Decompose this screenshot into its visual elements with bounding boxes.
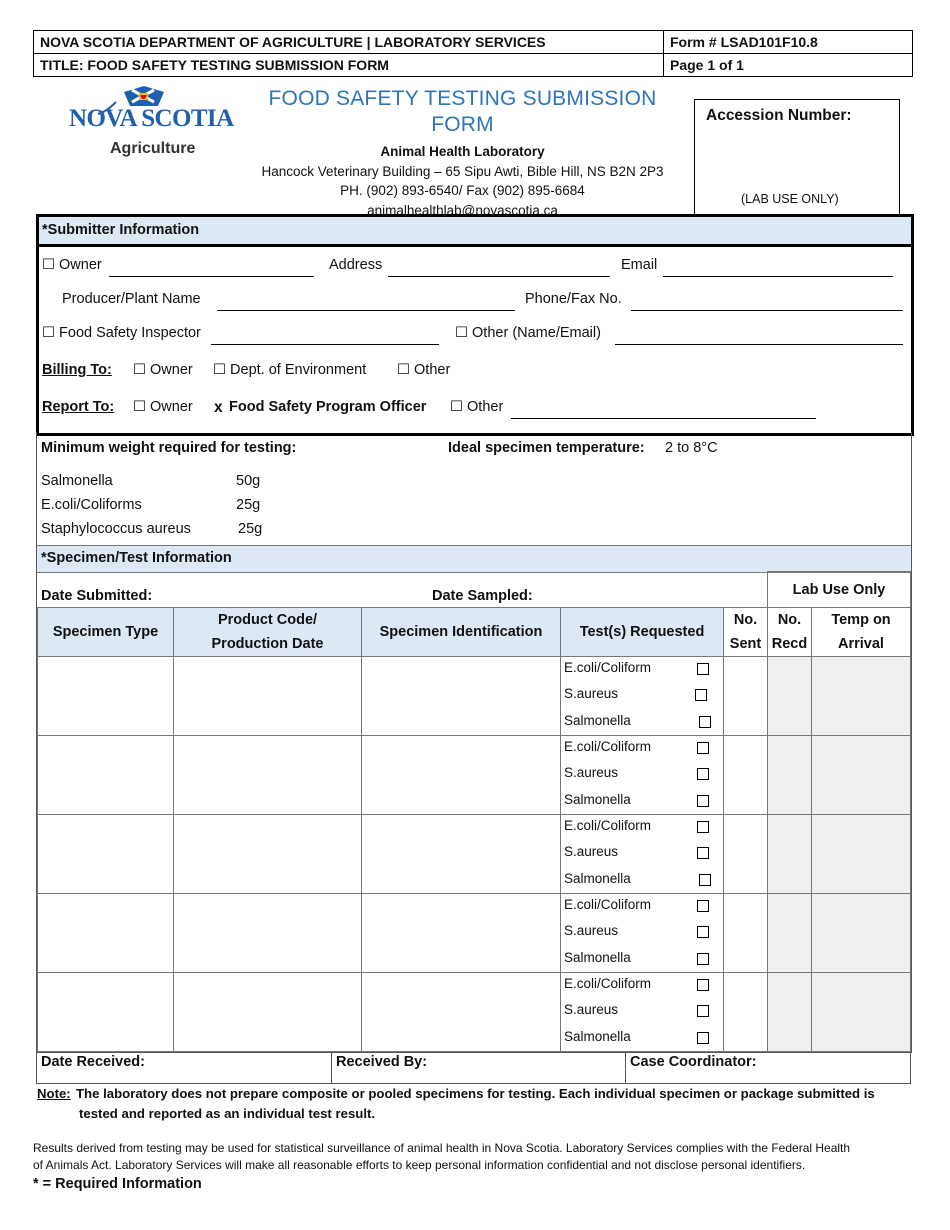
- cell-no-recd[interactable]: [767, 814, 812, 894]
- date-sampled-label: Date Sampled:: [432, 588, 533, 604]
- note-label: Note:: [37, 1086, 71, 1101]
- cell-product-code[interactable]: [173, 656, 362, 736]
- billing-label: Billing To:: [42, 362, 112, 378]
- test-checkbox[interactable]: [697, 821, 709, 833]
- form-header-table: [33, 30, 913, 77]
- inspector-checkbox[interactable]: ☐ Food Safety Inspector: [42, 325, 201, 341]
- col-temp-arrival-line2: Arrival: [838, 636, 884, 652]
- cell-specimen-type[interactable]: [37, 656, 174, 736]
- col-product-code-line1: Product Code/: [217, 612, 318, 628]
- lab-use-only-text: Lab Use Only: [792, 581, 886, 598]
- col-product-code: [173, 607, 362, 657]
- col-no-sent-line1: No.: [733, 612, 758, 628]
- accession-box[interactable]: [694, 99, 900, 217]
- form-title: TITLE: FOOD SAFETY TESTING SUBMISSION FORM: [34, 54, 664, 77]
- col-product-code-line2: Production Date: [211, 636, 324, 652]
- cell-specimen-identification[interactable]: [361, 656, 561, 736]
- cell-no-sent[interactable]: [723, 656, 768, 736]
- address-field[interactable]: [388, 261, 610, 277]
- col-temp-arrival: [811, 607, 911, 657]
- test-checkbox[interactable]: [695, 689, 707, 701]
- test-option-label: S.aureus: [564, 923, 619, 939]
- email-field[interactable]: [663, 261, 893, 277]
- requirement-weight: 25g: [236, 497, 261, 513]
- test-option-label: E.coli/Coliform: [564, 976, 652, 991]
- phone-fax-label: Phone/Fax No.: [525, 291, 622, 307]
- test-option-label: S.aureus: [564, 765, 619, 781]
- test-checkbox[interactable]: [697, 953, 709, 965]
- cell-temp-arrival[interactable]: [811, 735, 911, 815]
- report-owner-checkbox[interactable]: ☐ Owner: [133, 399, 193, 415]
- cell-no-sent[interactable]: [723, 814, 768, 894]
- cell-temp-arrival[interactable]: [811, 656, 911, 736]
- owner-field[interactable]: [109, 261, 314, 277]
- specimen-heading-text: *Specimen/Test Information: [41, 550, 232, 566]
- disclaimer-line2: of Animals Act. Laboratory Services will make all reasonable efforts to keep personal information confidential and not disclose personal identifiers.: [33, 1158, 806, 1172]
- submitter-section: [36, 214, 914, 436]
- cell-no-recd[interactable]: [767, 893, 812, 973]
- producer-label: Producer/Plant Name: [62, 291, 201, 307]
- test-option-label: E.coli/Coliform: [564, 739, 652, 754]
- cell-specimen-identification[interactable]: [361, 972, 561, 1052]
- cell-no-recd[interactable]: [767, 735, 812, 815]
- billing-other-checkbox[interactable]: ☐ Other: [397, 362, 451, 378]
- cell-no-recd[interactable]: [767, 656, 812, 736]
- col-tests-requested: [560, 607, 724, 657]
- logo-wordmark: NOVA SCOTIA: [69, 105, 234, 132]
- inspector-field[interactable]: [211, 329, 439, 345]
- requirement-weight: 50g: [236, 473, 261, 489]
- col-no-sent: [723, 607, 768, 657]
- accession-note: (LAB USE ONLY): [741, 192, 839, 206]
- col-no-sent-line2: Sent: [729, 636, 762, 652]
- cell-temp-arrival[interactable]: [811, 814, 911, 894]
- cell-product-code[interactable]: [173, 893, 362, 973]
- requirement-name: Staphylococcus aureus: [41, 521, 191, 537]
- col-specimen-type-text: Specimen Type: [52, 624, 159, 640]
- owner-checkbox[interactable]: ☐ Owner: [42, 257, 102, 273]
- col-specimen-identification: [361, 607, 561, 657]
- test-checkbox[interactable]: [697, 795, 709, 807]
- case-coordinator-label[interactable]: Case Coordinator:: [626, 1053, 911, 1084]
- test-checkbox[interactable]: [697, 1005, 709, 1017]
- dept-name: NOVA SCOTIA DEPARTMENT OF AGRICULTURE | LABORATORY SERVICES: [34, 31, 664, 54]
- test-option-label: E.coli/Coliform: [564, 660, 652, 675]
- specimen-area: [36, 432, 912, 1053]
- min-weight-label: Minimum weight required for testing:: [41, 440, 297, 456]
- note-text-line2: tested and reported as an individual test result.: [79, 1106, 376, 1121]
- billing-environment-checkbox[interactable]: ☐ Dept. of Environment: [213, 362, 367, 378]
- cell-no-sent[interactable]: [723, 893, 768, 973]
- nova-scotia-logo: [66, 84, 241, 164]
- requirement-weight: 25g: [238, 521, 263, 537]
- address-label: Address: [329, 257, 383, 273]
- test-option-label: E.coli/Coliform: [564, 818, 652, 833]
- col-no-recd: [767, 607, 812, 657]
- test-checkbox[interactable]: [697, 742, 709, 754]
- cell-specimen-type[interactable]: [37, 893, 174, 973]
- other-checkbox[interactable]: ☐ Other (Name/Email): [455, 325, 601, 341]
- form-number: Form # LSAD101F10.8: [664, 31, 913, 54]
- cell-temp-arrival[interactable]: [811, 893, 911, 973]
- cell-temp-arrival[interactable]: [811, 972, 911, 1052]
- submitter-heading-text: *Submitter Information: [42, 222, 200, 238]
- page-indicator: Page 1 of 1: [664, 54, 913, 77]
- col-tests-requested-text: Test(s) Requested: [579, 624, 705, 640]
- lab-address: Hancock Veterinary Building – 65 Sipu Awti, Bible Hill, NS B2N 2P3: [261, 163, 664, 179]
- cell-specimen-type[interactable]: [37, 735, 174, 815]
- submitter-heading: [39, 217, 911, 247]
- requirement-name: Salmonella: [41, 473, 113, 489]
- date-submitted-label: Date Submitted:: [41, 588, 153, 604]
- test-checkbox[interactable]: [697, 663, 709, 675]
- disclaimer-line1: Results derived from testing may be used for statistical surveillance of animal health in Nova Scotia. Laboratory Services complies with the Federal Health: [33, 1141, 851, 1155]
- cell-product-code[interactable]: [173, 972, 362, 1052]
- report-officer-label: Food Safety Program Officer: [229, 399, 427, 415]
- col-no-recd-line1: No.: [777, 612, 802, 628]
- cell-specimen-type[interactable]: [37, 972, 174, 1052]
- cell-no-sent[interactable]: [723, 735, 768, 815]
- required-info-note: * = Required Information: [33, 1176, 202, 1192]
- test-option-label: S.aureus: [564, 686, 619, 702]
- temp-value: 2 to 8°C: [665, 440, 718, 456]
- test-option-label: Salmonella: [564, 791, 631, 807]
- received-by-label[interactable]: Received By:: [332, 1053, 626, 1084]
- test-checkbox[interactable]: [697, 1032, 709, 1044]
- test-option-label: Salmonella: [564, 870, 631, 886]
- cell-product-code[interactable]: [173, 814, 362, 894]
- producer-field[interactable]: [217, 295, 515, 311]
- accession-label: Accession Number:: [706, 107, 852, 124]
- test-checkbox[interactable]: [697, 900, 709, 912]
- note-text-line1: The laboratory does not prepare composite or pooled specimens for testing. Each individual specimen or package submitted is: [76, 1086, 875, 1101]
- phone-fax-field[interactable]: [631, 295, 903, 311]
- col-no-recd-line2: Recd: [771, 636, 808, 652]
- test-option-label: S.aureus: [564, 844, 619, 860]
- lab-email: animalhealthlab@novascotia.ca: [367, 202, 558, 218]
- col-specimen-type: [37, 607, 174, 657]
- col-temp-arrival-line1: Temp on: [831, 612, 891, 628]
- cell-specimen-identification[interactable]: [361, 735, 561, 815]
- lab-form-title: FOOD SAFETY TESTING SUBMISSION FORM: [268, 87, 657, 136]
- other-field[interactable]: [615, 329, 903, 345]
- report-label: Report To:: [42, 399, 115, 415]
- specimen-heading: [37, 545, 911, 573]
- cell-product-code[interactable]: [173, 735, 362, 815]
- report-officer-check-mark[interactable]: x: [214, 399, 223, 416]
- test-option-label: Salmonella: [564, 712, 631, 728]
- cell-specimen-type[interactable]: [37, 814, 174, 894]
- requirement-name: E.coli/Coliforms: [41, 497, 142, 513]
- temp-label: Ideal specimen temperature:: [448, 440, 645, 456]
- test-option-label: Salmonella: [564, 949, 631, 965]
- test-checkbox[interactable]: [697, 847, 709, 859]
- lab-phone: PH. (902) 893-6540/ Fax (902) 895-6684: [340, 183, 585, 198]
- test-checkbox[interactable]: [699, 874, 711, 886]
- test-checkbox[interactable]: [697, 979, 709, 991]
- report-other-checkbox[interactable]: ☐ Other: [450, 399, 504, 415]
- receipt-row: [36, 1052, 911, 1084]
- billing-owner-checkbox[interactable]: ☐ Owner: [133, 362, 193, 378]
- lab-use-only-header: [767, 571, 911, 608]
- test-checkbox[interactable]: [699, 716, 711, 728]
- cell-no-sent[interactable]: [723, 972, 768, 1052]
- col-specimen-identification-text: Specimen Identification: [379, 624, 543, 640]
- logo-subtitle: Agriculture: [110, 140, 196, 157]
- test-option-label: S.aureus: [564, 1002, 619, 1018]
- test-option-label: Salmonella: [564, 1028, 631, 1044]
- lab-name: Animal Health Laboratory: [380, 144, 545, 159]
- date-received-label[interactable]: Date Received:: [37, 1053, 332, 1084]
- cell-no-recd[interactable]: [767, 972, 812, 1052]
- test-checkbox[interactable]: [697, 768, 709, 780]
- cell-specimen-identification[interactable]: [361, 814, 561, 894]
- email-label: Email: [621, 257, 658, 273]
- report-other-field[interactable]: [511, 403, 816, 419]
- cell-specimen-identification[interactable]: [361, 893, 561, 973]
- test-checkbox[interactable]: [697, 926, 709, 938]
- test-option-label: E.coli/Coliform: [564, 897, 652, 912]
